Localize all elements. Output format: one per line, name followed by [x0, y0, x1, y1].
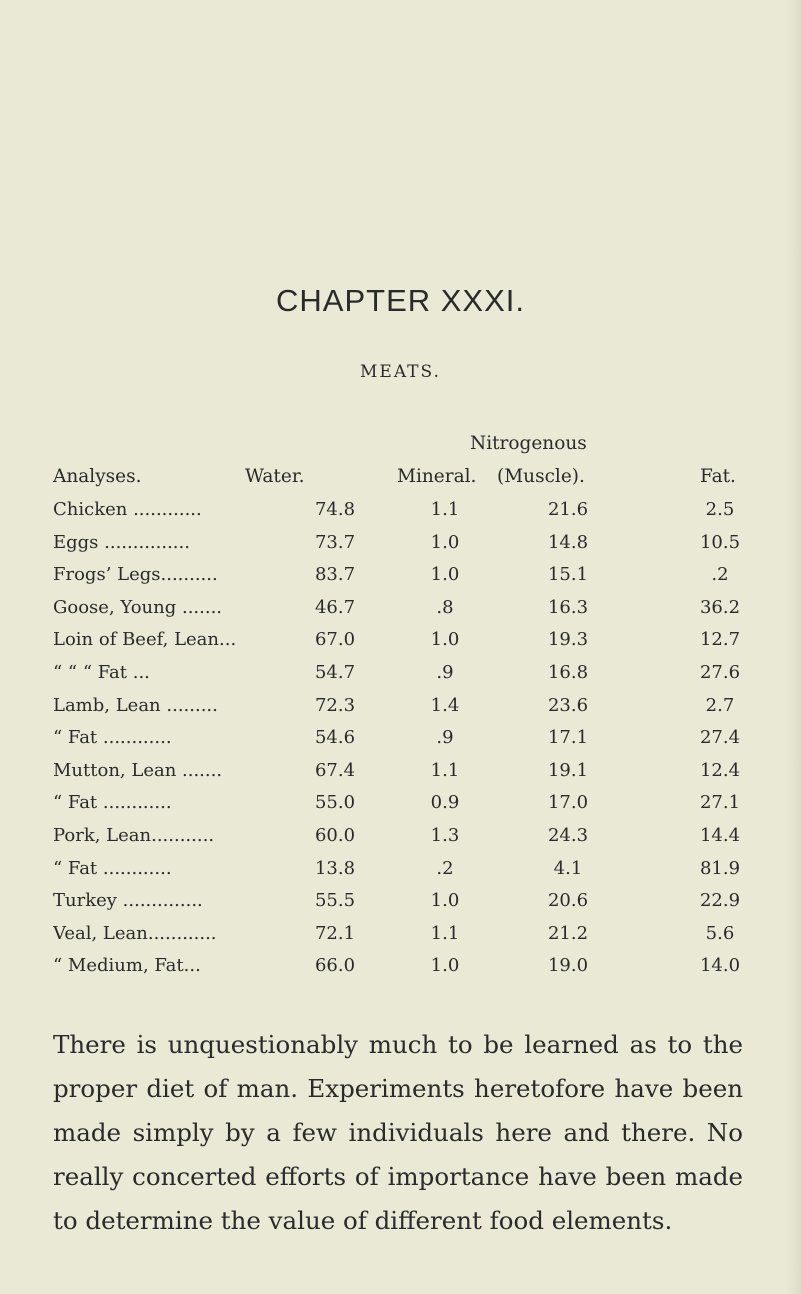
water-value: 54.6: [314, 727, 356, 748]
water-value: 66.0: [314, 955, 356, 976]
mineral-value: 1.0: [430, 955, 460, 976]
scan-edge-shadow: [787, 0, 801, 1294]
water-value: 46.7: [314, 597, 356, 618]
header-analyses: Analyses.: [53, 466, 142, 487]
nitrogenous-value: 19.3: [547, 629, 589, 650]
fat-value: 36.2: [699, 597, 741, 618]
water-value: 60.0: [314, 825, 356, 846]
nitrogenous-value: 17.0: [547, 792, 589, 813]
mineral-value: 0.9: [430, 792, 460, 813]
mineral-value: .2: [436, 858, 454, 879]
header-water: Water.: [245, 466, 305, 487]
section-title: MEATS.: [360, 362, 441, 382]
water-value: 83.7: [314, 564, 356, 585]
nitrogenous-value: 15.1: [547, 564, 589, 585]
water-value: 55.0: [314, 792, 356, 813]
fat-value: 12.4: [699, 760, 741, 781]
nitrogenous-value: 20.6: [547, 890, 589, 911]
fat-value: 81.9: [699, 858, 741, 879]
nitrogenous-value: 23.6: [547, 695, 589, 716]
row-label: Lamb, Lean .........: [53, 695, 218, 716]
fat-value: 27.4: [699, 727, 741, 748]
row-label: Chicken ............: [53, 499, 202, 520]
nitrogenous-value: 16.3: [547, 597, 589, 618]
row-label: Turkey ..............: [53, 890, 203, 911]
header-nitrogenous: Nitrogenous: [470, 433, 587, 454]
fat-value: 27.6: [699, 662, 741, 683]
mineral-value: .9: [436, 662, 454, 683]
fat-value: 10.5: [699, 532, 741, 553]
water-value: 74.8: [314, 499, 356, 520]
nitrogenous-value: 17.1: [547, 727, 589, 748]
water-value: 67.4: [314, 760, 356, 781]
mineral-value: 1.0: [430, 890, 460, 911]
mineral-value: 1.1: [430, 760, 460, 781]
row-label: Eggs ...............: [53, 532, 190, 553]
fat-value: 14.4: [699, 825, 741, 846]
mineral-value: 1.0: [430, 564, 460, 585]
fat-value: 5.6: [705, 923, 735, 944]
nitrogenous-value: 21.2: [547, 923, 589, 944]
nitrogenous-value: 19.0: [547, 955, 589, 976]
nitrogenous-value: 24.3: [547, 825, 589, 846]
row-label: “ Fat ............: [53, 792, 172, 813]
row-label: Loin of Beef, Lean...: [53, 629, 237, 650]
water-value: 73.7: [314, 532, 356, 553]
nitrogenous-value: 4.1: [553, 858, 583, 879]
fat-value: 27.1: [699, 792, 741, 813]
water-value: 72.1: [314, 923, 356, 944]
nitrogenous-value: 19.1: [547, 760, 589, 781]
row-label: Veal, Lean............: [53, 923, 217, 944]
row-label: Mutton, Lean .......: [53, 760, 223, 781]
row-label: “ “ “ Fat ...: [53, 662, 150, 683]
nitrogenous-value: 21.6: [547, 499, 589, 520]
row-label: Pork, Lean...........: [53, 825, 215, 846]
fat-value: 12.7: [699, 629, 741, 650]
nitrogenous-value: 14.8: [547, 532, 589, 553]
fat-value: 2.5: [705, 499, 735, 520]
water-value: 55.5: [314, 890, 356, 911]
chapter-title: CHAPTER XXXI.: [276, 283, 525, 318]
water-value: 67.0: [314, 629, 356, 650]
fat-value: 22.9: [699, 890, 741, 911]
header-fat: Fat.: [700, 466, 736, 487]
row-label: Frogs’ Legs..........: [53, 564, 218, 585]
nitrogenous-value: 16.8: [547, 662, 589, 683]
mineral-value: 1.1: [430, 923, 460, 944]
mineral-value: 1.0: [430, 629, 460, 650]
mineral-value: .9: [436, 727, 454, 748]
row-label: “ Fat ............: [53, 727, 172, 748]
header-mineral: Mineral.: [397, 466, 477, 487]
water-value: 13.8: [314, 858, 356, 879]
header-muscle: (Muscle).: [497, 466, 585, 487]
mineral-value: 1.4: [430, 695, 460, 716]
fat-value: 2.7: [705, 695, 735, 716]
water-value: 72.3: [314, 695, 356, 716]
fat-value: .2: [711, 564, 729, 585]
row-label: Goose, Young .......: [53, 597, 223, 618]
row-label: “ Fat ............: [53, 858, 172, 879]
mineral-value: 1.0: [430, 532, 460, 553]
fat-value: 14.0: [699, 955, 741, 976]
row-label: “ Medium, Fat...: [53, 955, 201, 976]
water-value: 54.7: [314, 662, 356, 683]
mineral-value: 1.1: [430, 499, 460, 520]
mineral-value: 1.3: [430, 825, 460, 846]
body-paragraph: There is unquestionably much to be learned as to the proper diet of man. Experiments heretofore have been made simply by a few individuals here and there. No really concerted efforts of importance have been made to determine the value of different food elements.: [53, 1030, 743, 1235]
mineral-value: .8: [436, 597, 454, 618]
